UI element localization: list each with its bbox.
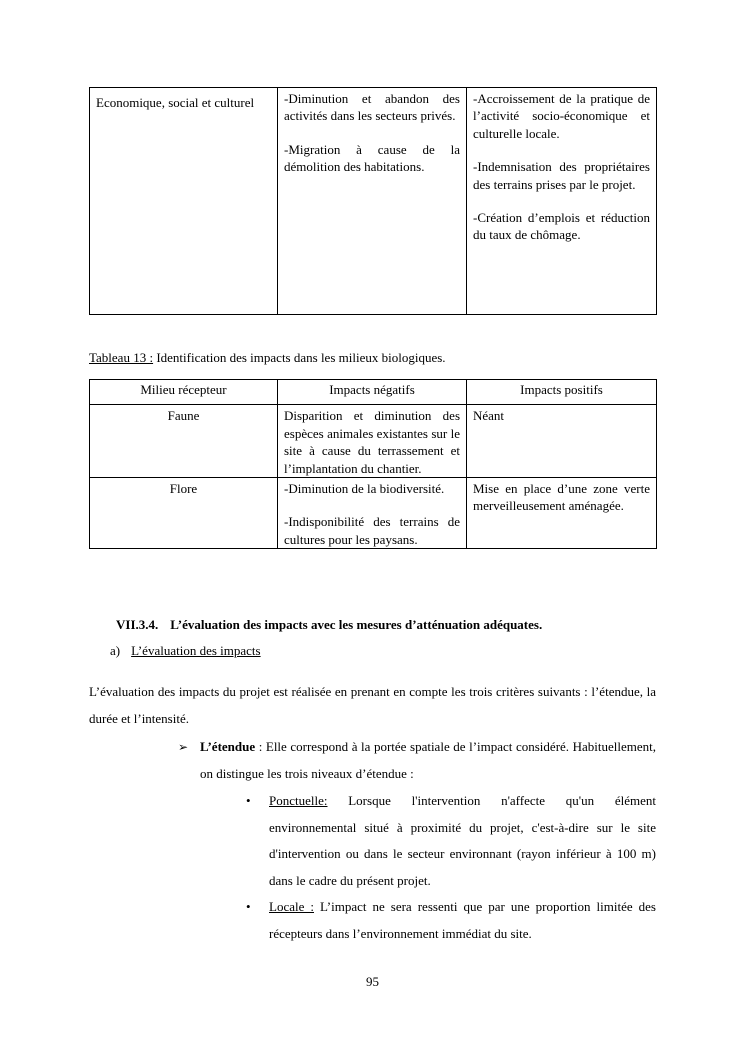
negatif-item: -Diminution de la biodiversité. bbox=[284, 481, 445, 497]
table-cell-positifs bbox=[467, 88, 657, 315]
bullet-term: Locale : bbox=[269, 899, 314, 914]
bullet-dot-icon: • bbox=[246, 899, 251, 914]
subsection-title: L’évaluation des impacts bbox=[131, 643, 261, 658]
table-row bbox=[90, 405, 657, 478]
table-cell-milieu: Faune bbox=[90, 405, 278, 478]
table-13 bbox=[89, 379, 657, 549]
etendue-text bbox=[200, 734, 656, 787]
list-item bbox=[246, 894, 656, 947]
section-number: VII.3.4. bbox=[116, 617, 159, 632]
positif-item: -Indemnisation des propriétaires des terrains prises par le projet. bbox=[473, 159, 650, 192]
positif-item: -Création d’emplois et réduction du taux de chômage. bbox=[473, 210, 650, 243]
positif-item: Mise en place d’une zone verte merveilleusement aménagée. bbox=[473, 481, 650, 514]
bullet-text bbox=[269, 788, 656, 894]
negatif-item: Disparition et diminution des espèces animales existantes sur le site à cause du terrassement et l’implantation du chantier. bbox=[284, 408, 460, 476]
arrow-bullet-icon: ➢ bbox=[178, 740, 189, 754]
subsection-label: a) bbox=[110, 643, 121, 658]
negatif-item: -Migration à cause de la démolition des habitations. bbox=[284, 141, 460, 175]
column-header: Impacts positifs bbox=[467, 380, 657, 405]
milieu-text: Economique, social et culturel bbox=[96, 95, 255, 110]
etendue-term: L’étendue bbox=[200, 739, 256, 754]
caption-text: Identification des impacts dans les milieux biologiques. bbox=[153, 350, 446, 365]
table-13-caption bbox=[89, 350, 446, 366]
bullet-dot-icon: • bbox=[246, 793, 251, 808]
table-12-continuation bbox=[89, 87, 657, 315]
bullet-term: Ponctuelle: bbox=[269, 793, 328, 808]
table-row bbox=[90, 478, 657, 549]
section-title: L’évaluation des impacts avec les mesures d’atténuation adéquates. bbox=[170, 617, 543, 632]
bullet-description: Lorsque l'intervention n'affecte qu'un élément environnemental situé à proximité du projet, c'est-à-dire sur le site d'intervention ou dans le secteur environnant (rayon inférieur à 100 m) dans le cadre du présent projet. bbox=[269, 793, 656, 888]
column-header: Impacts négatifs bbox=[278, 380, 467, 405]
page-number: 95 bbox=[366, 974, 379, 989]
table-cell-negatifs bbox=[278, 478, 467, 549]
negatif-item: -Diminution et abandon des activités dans les secteurs privés. bbox=[284, 91, 460, 124]
section-heading bbox=[116, 617, 542, 633]
positif-item: -Accroissement de la pratique de l’activité socio-économique et culturelle locale. bbox=[473, 91, 650, 141]
bullet-description: L’impact ne sera ressenti que par une proportion limitée des récepteurs dans l’environnement immédiat du site. bbox=[269, 899, 656, 941]
table-row bbox=[90, 88, 657, 315]
negatif-item: -Indisponibilité des terrains de cultures pour les paysans. bbox=[284, 514, 460, 547]
intro-paragraph: L’évaluation des impacts du projet est réalisée en prenant en compte les trois critères suivants : l’étendue, la durée et l’intensité. bbox=[89, 684, 656, 726]
positif-item: Néant bbox=[473, 408, 505, 424]
table-cell-positifs bbox=[467, 478, 657, 549]
table-cell-negatifs bbox=[278, 88, 467, 315]
caption-label: Tableau 13 : bbox=[89, 350, 154, 365]
subsection-heading bbox=[110, 643, 261, 659]
table-header-row bbox=[90, 380, 657, 405]
bullet-text bbox=[269, 894, 656, 947]
column-header: Milieu récepteur bbox=[90, 380, 278, 405]
etendue-description: : Elle correspond à la portée spatiale de l’impact considéré. Habituellement, on distingue les trois niveaux d’étendue : bbox=[200, 739, 656, 781]
table-cell-positifs bbox=[467, 405, 657, 478]
table-cell-negatifs bbox=[278, 405, 467, 478]
table-cell-milieu bbox=[90, 88, 278, 315]
etendue-item bbox=[178, 734, 656, 787]
table-cell-milieu: Flore bbox=[90, 478, 278, 549]
list-item bbox=[246, 788, 656, 894]
